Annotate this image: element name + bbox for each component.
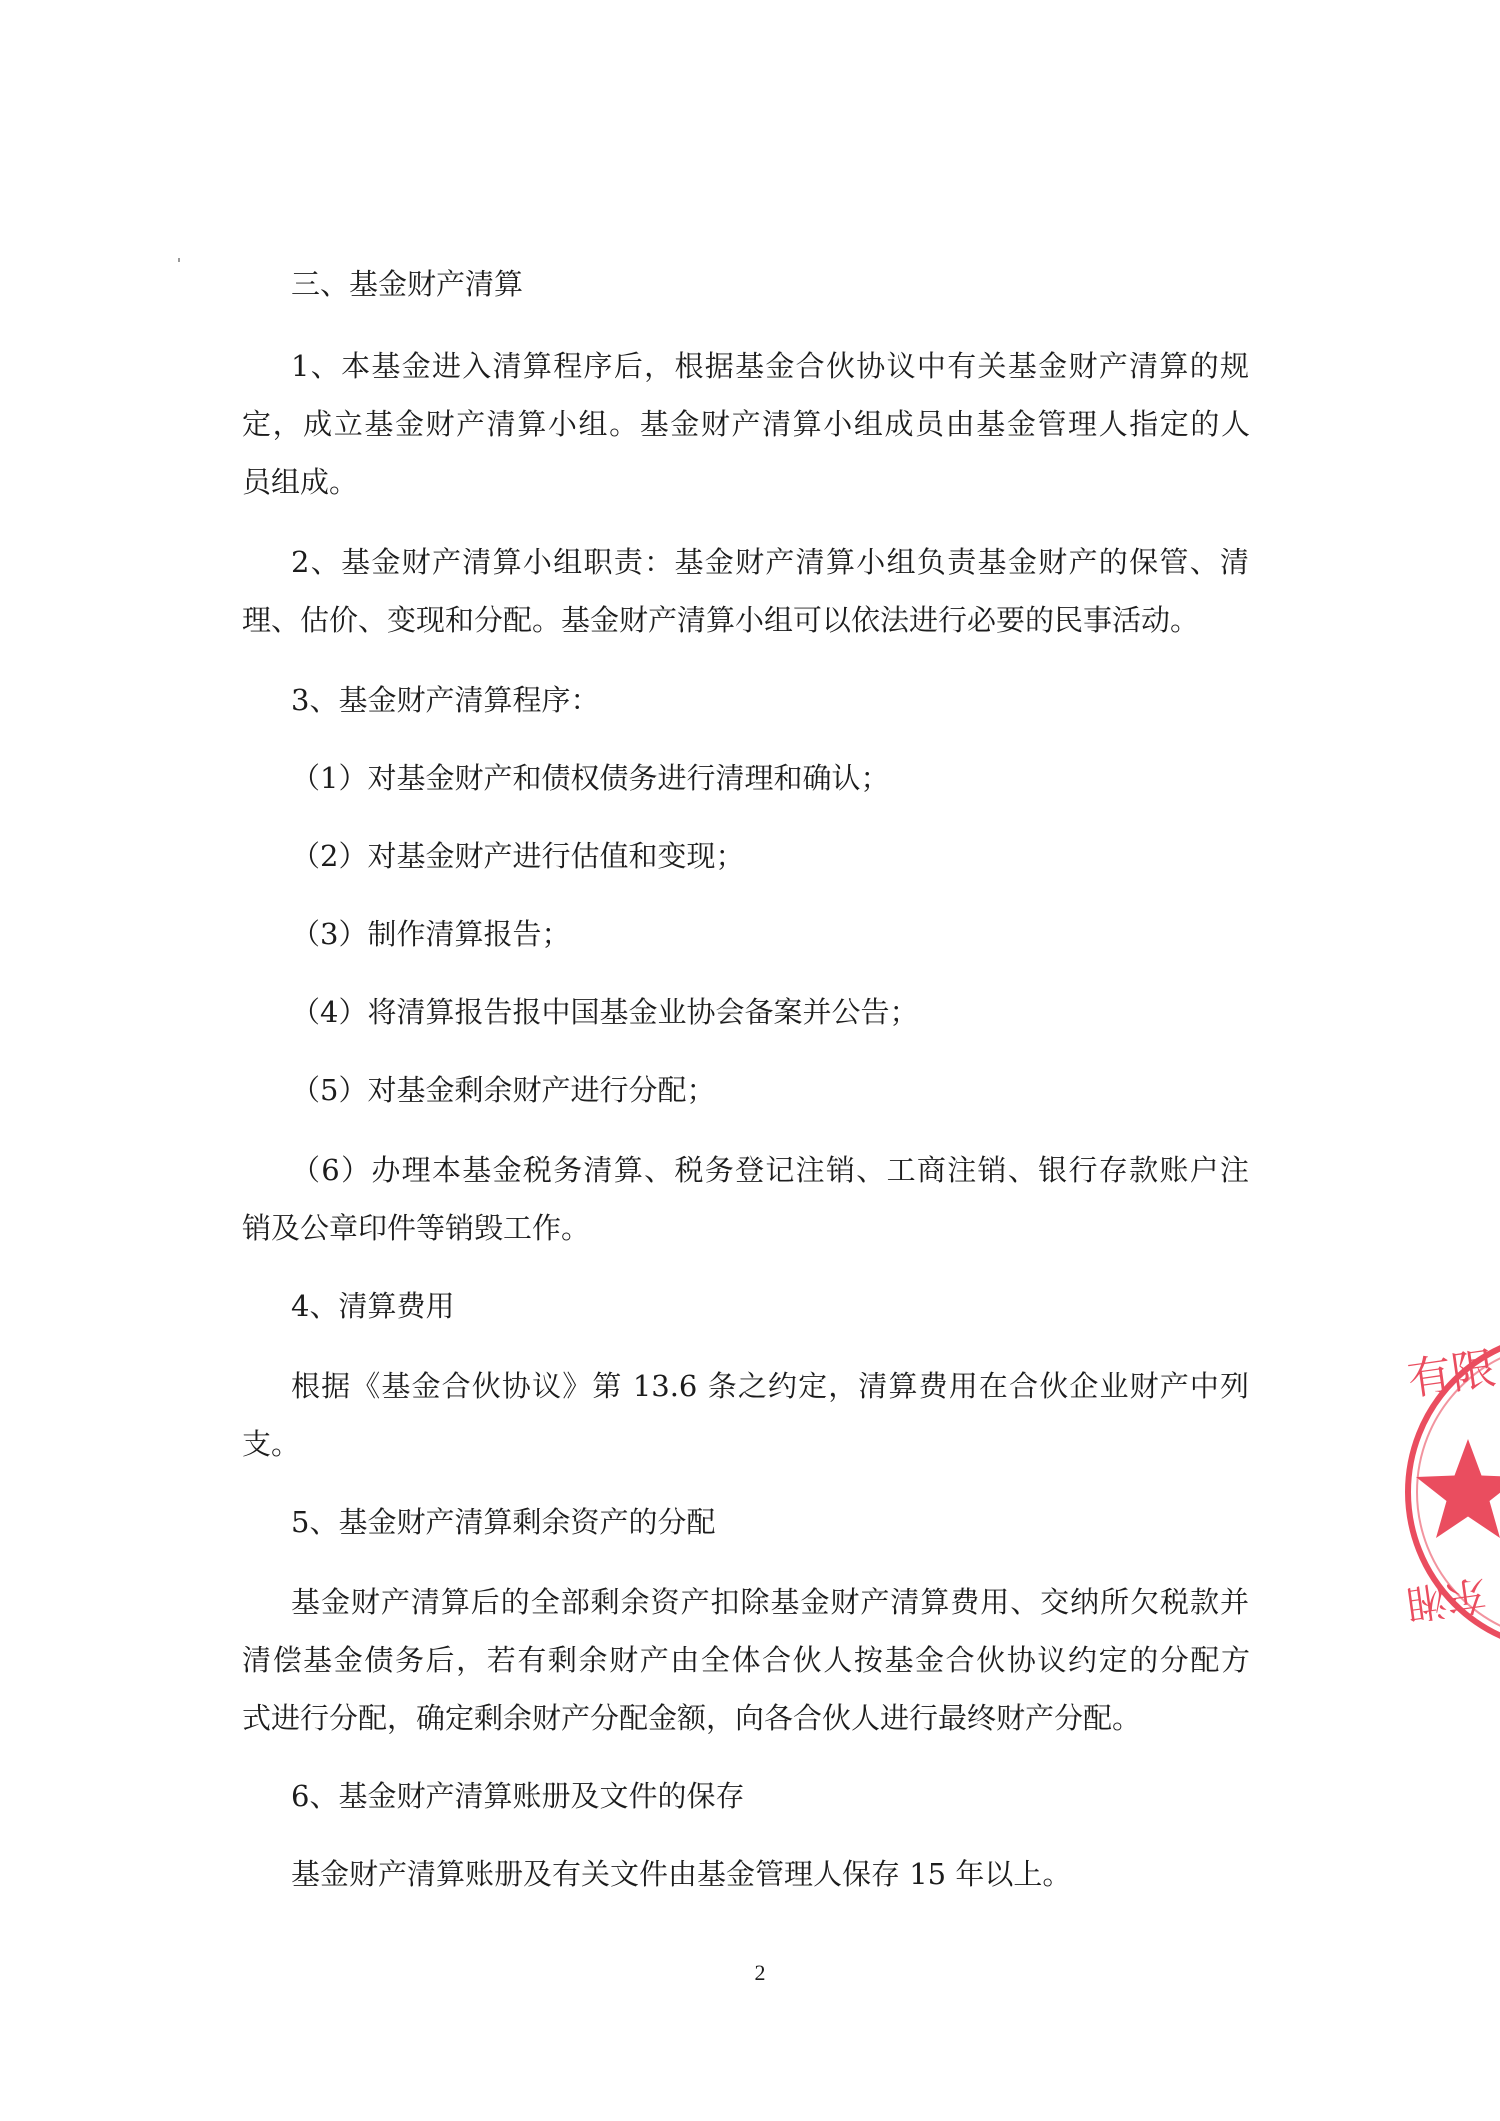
heading-4: 4、清算费用 [291,1289,455,1323]
list-item-6-line-2: 销及公章印件等销毁工作。 [242,1211,591,1245]
section-title: 三、基金财产清算 [291,267,524,301]
seal-star-icon [1416,1439,1500,1538]
paragraph-4-line-2: 支。 [242,1427,301,1461]
paragraph-5-line-3: 式进行分配，确定剩余财产分配金额，向各合伙人进行最终财产分配。 [242,1701,1142,1735]
list-item-3: （3）制作清算报告； [291,917,571,951]
paragraph-5-line-2: 清偿基金债务后，若有剩余财产由全体合伙人按基金合伙协议约定的分配方 [242,1643,1250,1677]
scan-speck [178,258,180,262]
heading-6: 6、基金财产清算账册及文件的保存 [291,1779,745,1813]
paragraph-2-line-2: 理、估价、变现和分配。基金财产清算小组可以依法进行必要的民事活动。 [242,603,1200,637]
paragraph-6: 基金财产清算账册及有关文件由基金管理人保存 15 年以上。 [291,1857,1072,1891]
seal-top-text: 有限 [1404,1343,1499,1406]
seal-bottom-text: 东湘 [1403,1569,1489,1627]
paragraph-3: 3、基金财产清算程序： [291,683,600,717]
list-item-4: （4）将清算报告报中国基金业协会备案并公告； [291,995,919,1029]
paragraph-1-line-1: 1、本基金进入清算程序后，根据基金合伙协议中有关基金财产清算的规 [291,349,1249,383]
paragraph-4-line-1: 根据《基金合伙协议》第 13.6 条之约定，清算费用在合伙企业财产中列 [291,1369,1249,1403]
paragraph-2-line-1: 2、基金财产清算小组职责：基金财产清算小组负责基金财产的保管、清 [291,545,1249,579]
list-item-6-line-1: （6）办理本基金税务清算、税务登记注销、工商注销、银行存款账户注 [291,1153,1249,1187]
paragraph-1-line-2: 定，成立基金财产清算小组。基金财产清算小组成员由基金管理人指定的人 [242,407,1250,441]
list-item-5: （5）对基金剩余财产进行分配； [291,1073,716,1107]
list-item-1: （1）对基金财产和债权债务进行清理和确认； [291,761,890,795]
page-number: 2 [754,1960,766,1985]
paragraph-1-line-3: 员组成。 [242,465,359,499]
seal-graphic [1388,1327,1500,1657]
heading-5: 5、基金财产清算剩余资产的分配 [291,1505,716,1539]
company-seal [1388,1327,1500,1657]
list-item-2: （2）对基金财产进行估值和变现； [291,839,745,873]
paragraph-5-line-1: 基金财产清算后的全部剩余资产扣除基金财产清算费用、交纳所欠税款并 [291,1585,1249,1619]
